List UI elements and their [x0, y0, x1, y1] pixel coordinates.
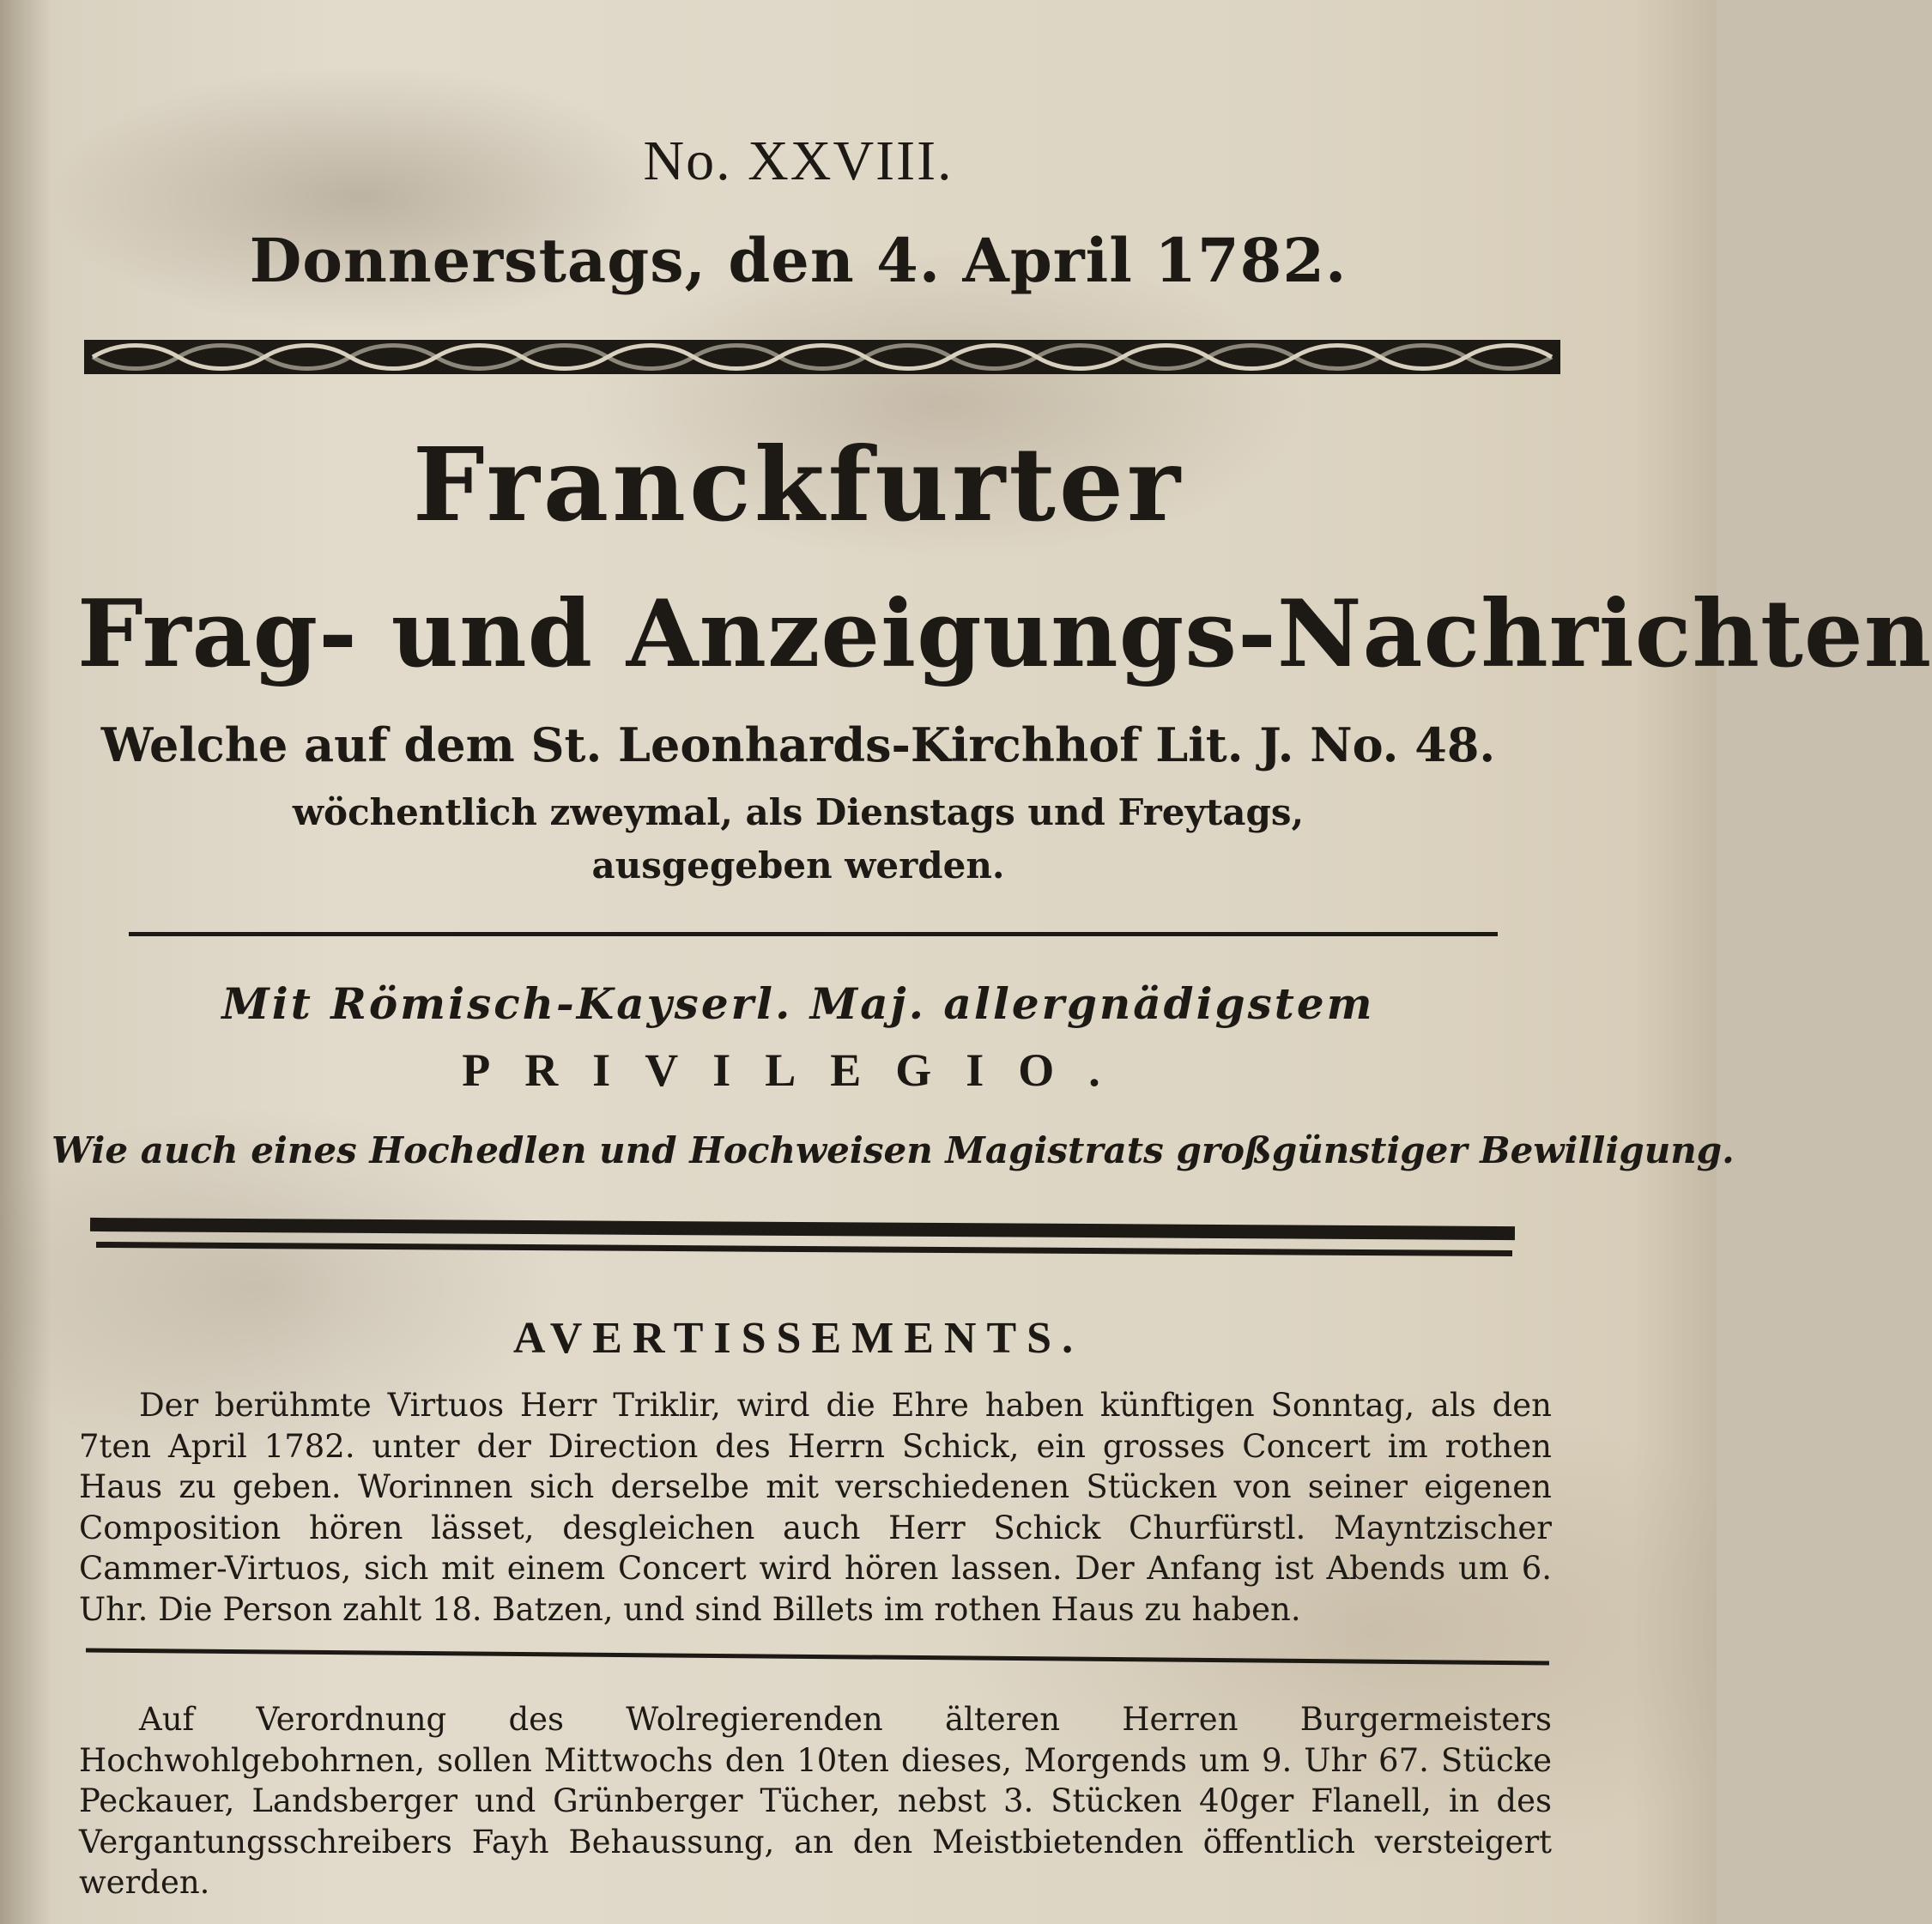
notice-divider: [86, 1649, 1549, 1666]
masthead-published: ausgegeben werden.: [591, 844, 1005, 886]
masthead-schedule: wöchentlich zweymal, als Dienstags und Freytags,: [292, 791, 1305, 833]
double-rule-thin: [96, 1242, 1512, 1256]
masthead-title-line-1: Franckfurter: [412, 425, 1184, 544]
notice-auction: [79, 1699, 1552, 1903]
masthead-address: Welche auf dem St. Leonhards-Kirchhof Lit. J. No. 48.: [100, 717, 1496, 772]
privilege-line-3: Wie auch eines Hochedlen und Hochweisen Magistrats großgünstiger Bewilligung.: [51, 1129, 1735, 1171]
masthead-title-line-2: Frag- und Anzeigungs-Nachrichten: [77, 580, 1932, 688]
privilege-heading: PRIVILEGIO.: [462, 1044, 1135, 1096]
issue-number: No. XXVIII.: [643, 130, 954, 192]
notice-text: Auf Verordnung des Wolregierenden älteren Herren Burgermeisters Hochwohlgebohrnen, sollen Mittwochs den 10ten dieses, Morgends um 9. Uhr 67. Stücke Peckauer, Landsberger und Grünberger Tücher, nebst 3. Stücken 40ger Flanell, in des Vergantungsschreibers Fayh Behaussung, an den Meistbietenden öffentlich versteigert werden.: [79, 1701, 1552, 1901]
double-rule-thick: [90, 1218, 1515, 1240]
decorative-chain-border: [84, 336, 1560, 378]
privilege-line-1: Mit Römisch-Kayserl. Maj. allergnädigstem: [221, 978, 1375, 1029]
issue-date: Donnerstags, den 4. April 1782.: [249, 225, 1348, 296]
divider-rule: [129, 932, 1498, 936]
section-heading: AVERTISSEMENTS.: [512, 1314, 1084, 1363]
notice-concert: [79, 1385, 1552, 1630]
notice-text: Der berühmte Virtuos Herr Triklir, wird die Ehre haben künftigen Sonntag, als den 7ten April 1782. unter der Direction des Herrn Schick, ein grosses Concert im rothen Haus zu geben. Worinnen sich derselbe mit verschiedenen Stücken von seiner eigenen Composition hören lässet, desgleichen auch Herr Schick Churfürstl. Mayntzischer Cammer-Virtuos, sich mit einem Concert wird hören lassen. Der Anfang ist Abends um 6. Uhr. Die Person zahlt 18. Batzen, und sind Billets im rothen Haus zu haben.: [79, 1387, 1552, 1628]
